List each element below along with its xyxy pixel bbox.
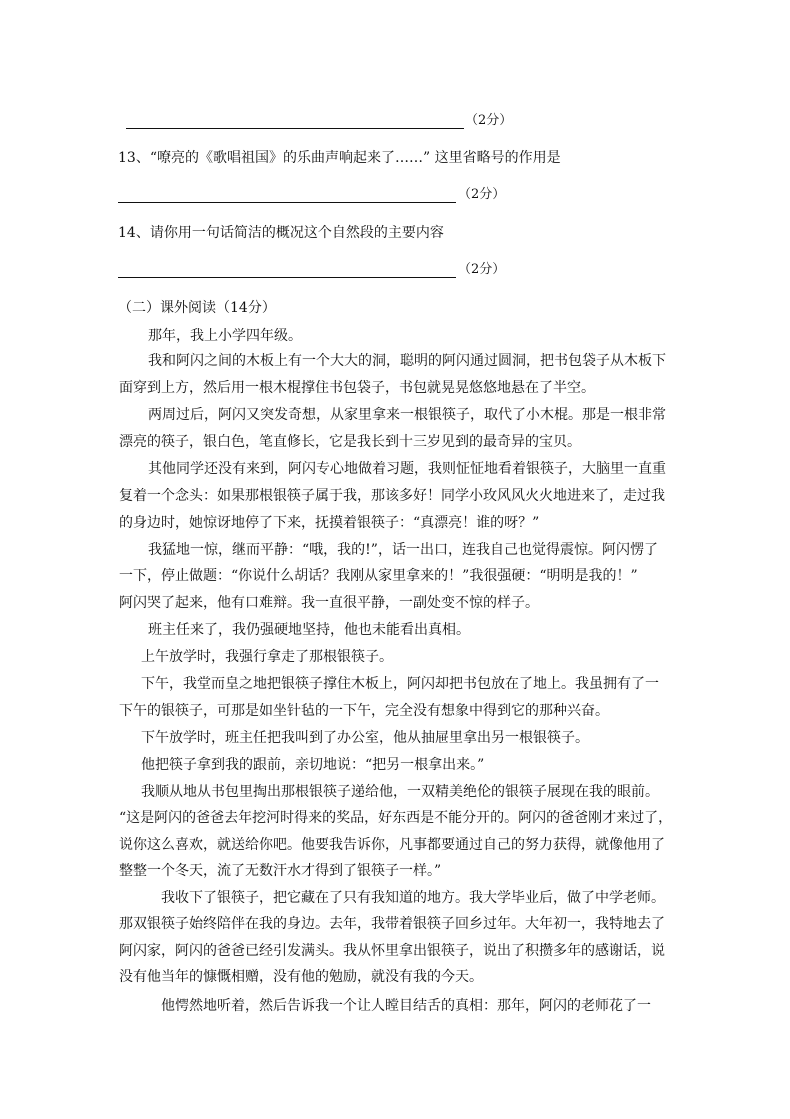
passage-line: 下午放学时，班主任把我叫到了办公室，他从抽屉里拿出另一根银筷子。 (141, 730, 589, 746)
passage-line: 他愕然地听着，然后告诉我一个让人瞠目结舌的真相：那年，阿闪的老师花了一 (161, 998, 651, 1014)
passage-line: 一下，停止做题：“你说什么胡话？我刚从家里拿来的！”我很强硬：“明明是我的！” (119, 568, 638, 584)
passage-line: 我收下了银筷子，把它藏在了只有我知道的地方。我大学毕业后，做了中学老师。 (161, 890, 665, 906)
passage-line: “这是阿闪的爸爸去年挖河时得来的奖品，好东西是不能分开的。阿闪的爸爸刚才来过了， (119, 810, 673, 826)
score-label: （2分） (458, 187, 506, 202)
answer-blank-line[interactable] (126, 128, 464, 129)
answer-blank-line[interactable] (118, 202, 456, 203)
passage-line: 面穿到上方，然后用一根木棍撑住书包袋子，书包就晃晃悠悠地悬在了半空。 (119, 380, 595, 396)
passage-line: 他把筷子拿到我的跟前，亲切地说：“把另一根拿出来。” (141, 757, 485, 773)
passage-line: 那双银筷子始终陪伴在我的身边。去年，我带着银筷子回乡过年。大年初一，我特地去了 (119, 916, 665, 932)
passage-line: 说你这么喜欢，就送给你吧。他要我告诉你，凡事都要通过自己的努力获得，就像他用了 (119, 837, 665, 853)
passage-line: 漂亮的筷子，银白色，笔直修长，它是我长到十三岁见到的最奇异的宝贝。 (119, 434, 581, 450)
passage-line: 下午的银筷子，可那是如坐针毡的一下午，完全没有想象中得到它的那种兴奋。 (119, 703, 609, 719)
passage-line: 的身边时，她惊讶地停了下来，抚摸着银筷子：“真漂亮！谁的呀？” (119, 515, 540, 531)
answer-blank-line[interactable] (118, 277, 456, 278)
passage-line: 整整一个冬天，流了无数汗水才得到了银筷子一样。” (119, 863, 442, 879)
score-label: （2分） (458, 262, 506, 277)
passage-line: 没有他当年的慷慨相赠，没有他的勉励，就没有我的今天。 (119, 969, 483, 985)
passage-line: 我顺从地从书包里掏出那根银筷子递给他，一双精美绝伦的银筷子展现在我的眼前。 (141, 784, 659, 800)
passage-line: 阿闪哭了起来，他有口难辩。我一直很平静，一副处变不惊的样子。 (119, 595, 539, 611)
question-13: 13、“嘹亮的《歌唱祖国》的乐曲声响起来了……” 这里省略号的作用是 (118, 150, 561, 166)
passage-line: 那年，我上小学四年级。 (148, 328, 302, 344)
passage-line: 我和阿闪之间的木板上有一个大大的洞，聪明的阿闪通过圆洞，把书包袋子从木板下 (148, 353, 666, 369)
passage-line: 阿闪家，阿闪的爸爸已经引发满头。我从怀里拿出银筷子，说出了积攒多年的感谢话，说 (119, 943, 665, 959)
passage-line: 下午，我堂而皇之地把银筷子撑住木板上，阿闪却把书包放在了地上。我虽拥有了一 (141, 676, 659, 692)
passage-line: 班主任来了，我仍强硬地坚持，他也未能看出真相。 (148, 622, 470, 638)
passage-line: 其他同学还没有来到，阿闪专心地做着习题，我则怔怔地看着银筷子，大脑里一直重 (148, 461, 666, 477)
passage-line: 两周过后，阿闪又突发奇想，从家里拿来一根银筷子，取代了小木棍。那是一根非常 (148, 407, 666, 423)
passage-line: 上午放学时，我强行拿走了那根银筷子。 (141, 649, 393, 665)
passage-line: 复着一个念头：如果那根银筷子属于我，那该多好！同学小玫风风火火地进来了，走过我 (119, 488, 665, 504)
passage-line: 我猛地一惊，继而平静：“哦，我的!”，话一出口，连我自己也觉得震惊。阿闪愣了 (148, 542, 658, 558)
question-14: 14、请你用一句话简洁的概况这个自然段的主要内容 (118, 225, 444, 241)
section-title: （二）课外阅读（14分） (118, 300, 276, 316)
score-label: （2分） (465, 113, 513, 128)
